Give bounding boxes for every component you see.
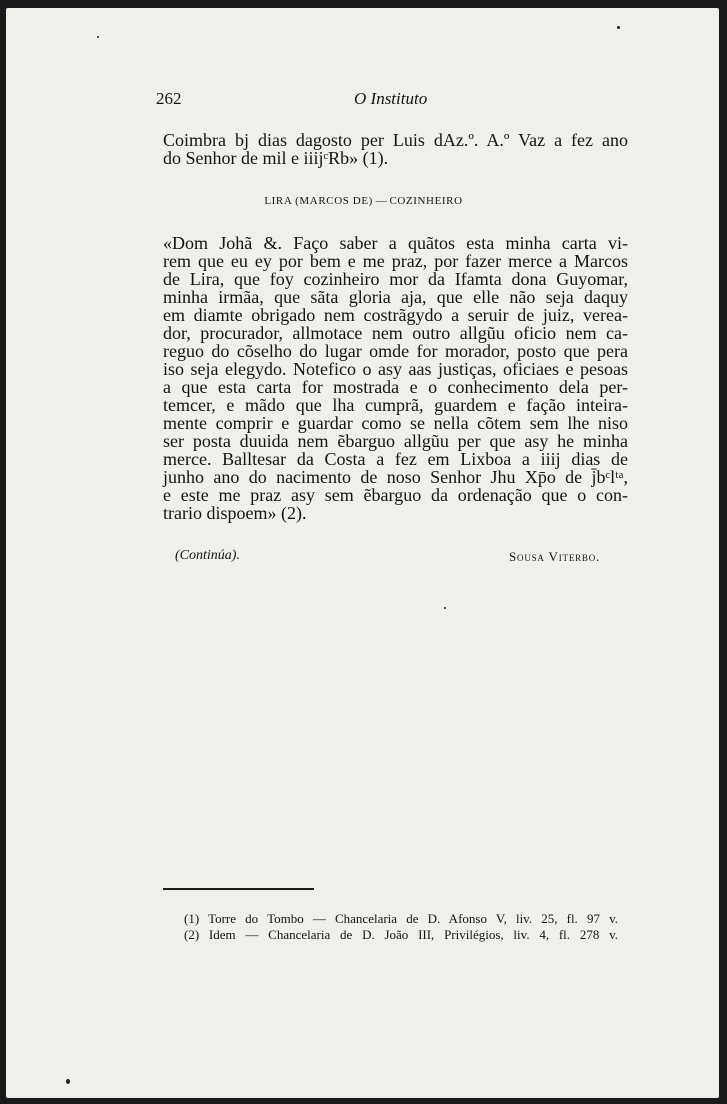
body-line: e este me praz asy sem ẽbarguo da ordenação que o con- [163,485,628,505]
body-line: dor, procurador, allmotace nem outro allgũu oficio nem ca- [163,323,628,343]
body-line: trario dispoem» (2). [163,503,307,523]
body-line: em diamte obrigado nem costrãgydo a seruir de juiz, verea- [163,305,628,325]
heading-name: LIRA (MARCOS DE) [264,195,373,207]
intro-line: Coimbra bj dias dagosto per Luis dAz.º. A.º Vaz a fez ano [163,130,628,150]
body-line: merce. Balltesar da Costa a fez em Lixboa a iiij dias de [163,449,628,469]
intro-line: do Senhor de mil e iiijᶜRb» (1). [163,148,389,168]
footnote: (1) Torre do Tombo — Chancelaria de D. Afonso V, liv. 25, fl. 97 v. [184,911,618,926]
ink-speck [617,26,620,29]
body-line: mente comprir e guardar como se nella cõtem sem lhe niso [163,413,628,433]
heading-separator: — [372,195,390,207]
continued-note: (Continúa). [175,548,240,563]
body-line: temcer, e mãdo que lha cumprã, guardem e fação inteira- [163,395,628,415]
body-line: reguo do cõselho do lugar omde for morador, posto que pera [163,341,628,361]
body-line: de Lira, que foy cozinheiro mor da Ifamta dona Guyomar, [163,269,628,289]
author-signature: Sousa Viterbo. [509,549,601,564]
body-line: iso seja elegydo. Notefico o asy aas justiças, oficiaes e pesoas [163,359,628,379]
ink-speck [97,36,99,38]
ink-speck [444,607,446,609]
body-line: a que esta carta for mostrada e o conhecimento dela per- [163,377,628,397]
journal-title: O Instituto [354,89,428,108]
running-head [0,89,727,113]
heading-occupation: COZINHEIRO [389,195,463,207]
body-line: rem que eu ey por bem e me praz, por fazer merce a Marcos [163,251,628,271]
page-number: 262 [156,89,182,108]
body-line: «Dom Johã &. Faço saber a quãtos esta minha carta vi- [163,233,628,253]
footnote-rule [163,888,314,890]
ink-speck [66,1079,70,1084]
body-line: minha irmãa, que sãta gloria aja, que elle não seja daquy [163,287,628,307]
section-heading [0,195,727,207]
footnote: (2) Idem — Chancelaria de D. João III, Privilégios, liv. 4, fl. 278 v. [184,927,618,942]
body-line: junho ano do nacimento de noso Senhor Jhu Xp̄o de j̄bᶜlᵗᵃ, [163,467,628,487]
body-line: ser posta duuida nem ẽbarguo allgũu per que asy he minha [163,431,628,451]
